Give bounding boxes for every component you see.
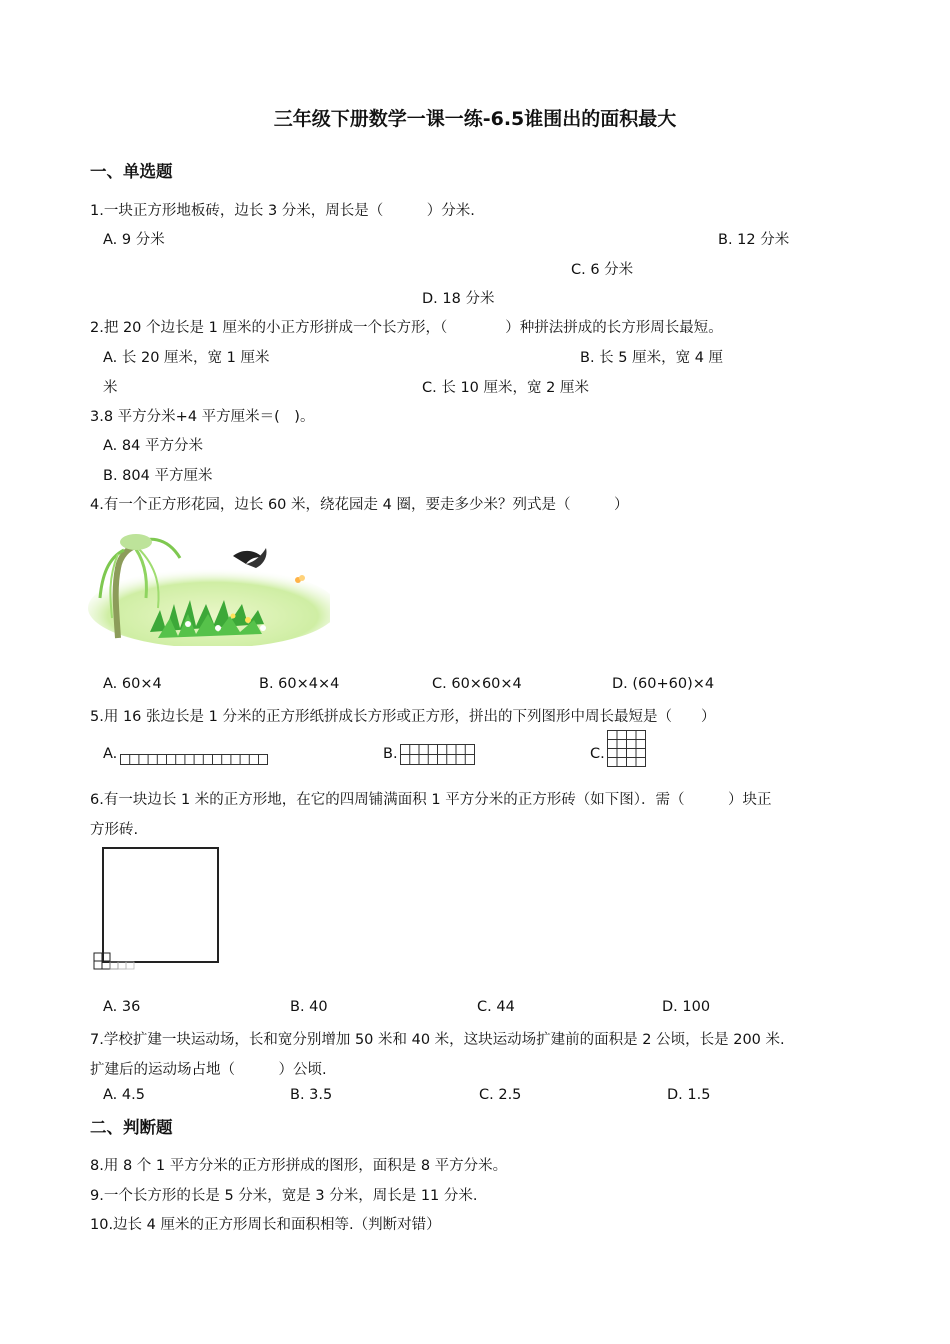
square-land-figure xyxy=(92,846,222,972)
question-8-stem: 8.用 8 个 1 平方分米的正方形拼成的图形，面积是 8 平方分米。 xyxy=(90,1158,508,1174)
question-6-option-c[interactable]: C. 44 xyxy=(477,999,515,1015)
question-5-option-a[interactable]: A. xyxy=(103,746,118,762)
question-7-option-c[interactable]: C. 2.5 xyxy=(479,1087,522,1103)
question-1-option-c[interactable]: C. 6 分米 xyxy=(571,262,634,278)
grid-16x1-figure xyxy=(120,754,270,766)
section-heading-single-choice: 一、单选题 xyxy=(90,162,173,181)
question-10-stem: 10.边长 4 厘米的正方形周长和面积相等.（判断对错） xyxy=(90,1217,441,1233)
question-1-option-a[interactable]: A. 9 分米 xyxy=(103,232,165,248)
question-7-option-b[interactable]: B. 3.5 xyxy=(290,1087,333,1103)
grid-8x2-figure xyxy=(400,744,476,766)
question-1-stem: 1.一块正方形地板砖，边长 3 分米，周长是（ ）分米. xyxy=(90,203,475,219)
question-4-option-a[interactable]: A. 60×4 xyxy=(103,676,162,692)
page-title: 三年级下册数学一课一练-6.5谁围出的面积最大 xyxy=(273,108,677,130)
grid-4x4-figure xyxy=(607,730,647,768)
question-6-stem-line-2: 方形砖. xyxy=(90,822,139,838)
question-6-option-b[interactable]: B. 40 xyxy=(290,999,328,1015)
question-7-option-a[interactable]: A. 4.5 xyxy=(103,1087,145,1103)
question-6-stem-line-1: 6.有一块边长 1 米的正方形地，在它的四周铺满面积 1 平方分米的正方形砖（如下图）．需（ ）块正 xyxy=(90,792,772,808)
question-5-stem: 5.用 16 张边长是 1 分米的正方形纸拼成长方形或正方形，拼出的下列图形中周长最短是（ ） xyxy=(90,709,716,725)
question-3-option-b[interactable]: B. 804 平方厘米 xyxy=(103,468,213,484)
question-2-option-b-continued: 米 xyxy=(103,380,118,396)
question-2-option-c[interactable]: C. 长 10 厘米，宽 2 厘米 xyxy=(422,380,589,396)
question-7-stem-line-1: 7.学校扩建一块运动场，长和宽分别增加 50 米和 40 米，这块运动场扩建前的面积是 2 公顷，长是 200 米. xyxy=(90,1032,785,1048)
garden-illustration xyxy=(88,528,330,646)
question-4-option-c[interactable]: C. 60×60×4 xyxy=(432,676,522,692)
question-3-stem: 3.8 平方分米+4 平方厘米＝( )。 xyxy=(90,409,315,425)
question-4-stem: 4.有一个正方形花园，边长 60 米，绕花园走 4 圈，要走多少米？列式是（ ） xyxy=(90,497,629,513)
question-9-stem: 9.一个长方形的长是 5 分米，宽是 3 分米，周长是 11 分米. xyxy=(90,1188,478,1204)
question-5-option-c[interactable]: C. xyxy=(590,746,605,762)
question-7-option-d[interactable]: D. 1.5 xyxy=(667,1087,711,1103)
question-7-stem-line-2: 扩建后的运动场占地（ ）公顷. xyxy=(90,1062,327,1078)
question-2-option-b[interactable]: B. 长 5 厘米，宽 4 厘 xyxy=(580,350,724,366)
question-1-option-b[interactable]: B. 12 分米 xyxy=(718,232,790,248)
question-2-stem: 2.把 20 个边长是 1 厘米的小正方形拼成一个长方形，（ ）种拼法拼成的长方形周长最短。 xyxy=(90,320,723,336)
section-heading-true-false: 二、判断题 xyxy=(90,1118,173,1137)
question-4-option-b[interactable]: B. 60×4×4 xyxy=(259,676,340,692)
question-6-option-a[interactable]: A. 36 xyxy=(103,999,141,1015)
question-6-option-d[interactable]: D. 100 xyxy=(662,999,711,1015)
question-5-option-b[interactable]: B. xyxy=(383,746,398,762)
question-4-option-d[interactable]: D. (60+60)×4 xyxy=(612,676,715,692)
question-3-option-a[interactable]: A. 84 平方分米 xyxy=(103,438,203,454)
question-2-option-a[interactable]: A. 长 20 厘米，宽 1 厘米 xyxy=(103,350,270,366)
question-1-option-d[interactable]: D. 18 分米 xyxy=(422,291,495,307)
